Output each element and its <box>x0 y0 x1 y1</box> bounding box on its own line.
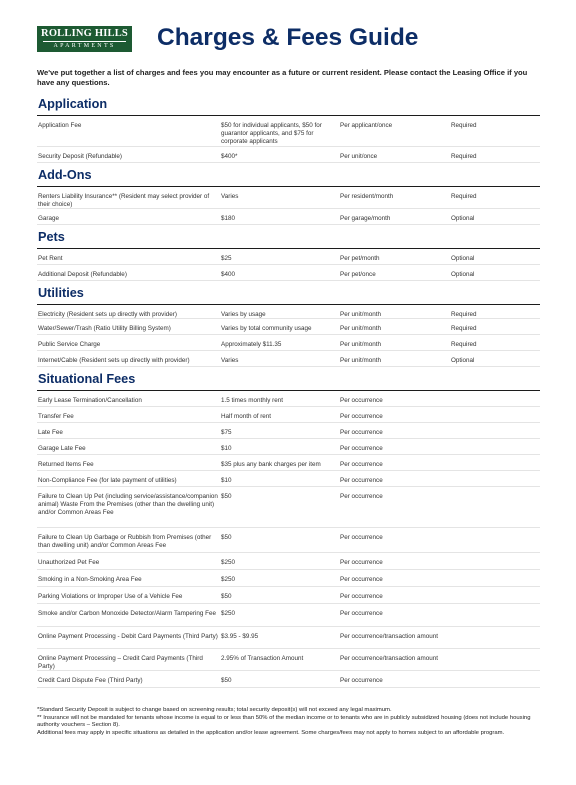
fee-frequency: Per unit/month <box>340 311 381 318</box>
fee-requirement: Required <box>451 153 477 160</box>
page-title: Charges & Fees Guide <box>157 24 419 51</box>
fee-frequency: Per unit/month <box>340 357 381 364</box>
fee-amount: $180 <box>221 215 236 222</box>
section-utilities <box>37 285 540 367</box>
fee-amount: Varies <box>221 357 239 364</box>
fee-row <box>37 305 540 319</box>
fee-amount: Varies <box>221 193 239 200</box>
fee-requirement: Required <box>451 193 477 200</box>
logo-line1: ROLLING HILLS <box>41 28 128 39</box>
fee-amount: $250 <box>221 610 236 617</box>
fee-row <box>37 391 540 407</box>
fee-amount: Approximately $11.35 <box>221 341 282 348</box>
fee-row <box>37 649 540 671</box>
fee-frequency: Per occurrence <box>340 593 383 600</box>
fee-amount: $25 <box>221 255 232 262</box>
fee-frequency: Per occurrence <box>340 559 383 566</box>
fee-amount: $50 <box>221 593 232 600</box>
fee-amount: Varies by total community usage <box>221 325 312 332</box>
fee-amount: $250 <box>221 559 236 566</box>
footnote: ** Insurance will not be mandated for tenants whose income is equal to or less than 50% of the median income or to tenants who are in publicly subsidized housing (does not include housing authority vouchers – Section 8). <box>37 714 531 729</box>
fee-frequency: Per occurrence <box>340 413 383 420</box>
fee-frequency: Per garage/month <box>340 215 391 222</box>
section-heading: Add-Ons <box>37 167 540 187</box>
fee-frequency: Per pet/once <box>340 271 376 278</box>
rolling-hills-logo <box>37 26 132 52</box>
fee-frequency: Per occurrence <box>340 576 383 583</box>
fee-name: Additional Deposit (Refundable) <box>38 271 127 278</box>
fee-name: Transfer Fee <box>38 413 74 420</box>
fee-frequency: Per pet/month <box>340 255 380 262</box>
section-heading: Application <box>37 96 540 116</box>
intro-text: We've put together a list of charges and fees you may encounter as a future or current resident. Please contact the Leasing Office if you have any questions. <box>37 68 528 87</box>
fee-frequency: Per unit/month <box>340 325 381 332</box>
fee-name: Non-Compliance Fee (for late payment of utilities) <box>38 477 177 484</box>
fee-row <box>37 570 540 587</box>
fee-frequency: Per resident/month <box>340 193 394 200</box>
fee-row <box>37 147 540 163</box>
fee-frequency: Per occurrence <box>340 429 383 436</box>
fee-row <box>37 604 540 627</box>
fee-frequency: Per unit/once <box>340 153 378 160</box>
fee-name: Pet Rent <box>38 255 63 262</box>
fee-frequency: Per applicant/once <box>340 122 393 129</box>
fee-amount: 2.95% of Transaction Amount <box>221 655 304 662</box>
fee-frequency: Per occurrence <box>340 397 383 404</box>
fee-frequency: Per occurrence <box>340 534 383 541</box>
fee-row <box>37 627 540 649</box>
fee-requirement: Required <box>451 325 477 332</box>
fee-frequency: Per occurrence <box>340 493 383 500</box>
fee-frequency: Per occurrence <box>340 477 383 484</box>
fee-requirement: Optional <box>451 271 475 278</box>
fee-name: Garage Late Fee <box>38 445 86 452</box>
fee-name: Water/Sewer/Trash (Ratio Utility Billing System) <box>38 325 171 332</box>
fee-frequency: Per occurrence <box>340 461 383 468</box>
fee-amount: 1.5 times monthly rent <box>221 397 283 404</box>
fee-requirement: Required <box>451 311 477 318</box>
fee-name: Parking Violations or Improper Use of a Vehicle Fee <box>38 593 183 600</box>
section-heading: Utilities <box>37 285 540 305</box>
fee-amount: $75 <box>221 429 232 436</box>
footnotes <box>37 707 542 737</box>
fee-name: Online Payment Processing - Debit Card Payments (Third Party) <box>38 633 218 640</box>
section-add-ons <box>37 167 540 225</box>
fee-amount: $50 for individual applicants, $50 for guarantor applicants, and $75 for corporate applicants <box>221 122 322 145</box>
fee-name: Failure to Clean Up Pet (including service/assistance/companion animal) Waste From the Premises (other than the dwelling unit) and/or Common Areas Fee <box>38 493 218 516</box>
fee-amount: $400 <box>221 271 236 278</box>
footnote: *Standard Security Deposit is subject to change based on screening results; total security deposit(s) will not exceed any legal maximum. <box>37 707 392 713</box>
section-pets <box>37 229 540 281</box>
fee-row <box>37 487 540 528</box>
fee-name: Failure to Clean Up Garbage or Rubbish from Premises (other than dwelling unit) and/or Common Areas Fee <box>38 534 212 549</box>
fee-row <box>37 209 540 225</box>
fee-amount: $50 <box>221 677 232 684</box>
fee-amount: $3.95 - $9.95 <box>221 633 259 640</box>
fee-name: Returned Items Fee <box>38 461 94 468</box>
fee-row <box>37 335 540 351</box>
fee-frequency: Per occurrence <box>340 610 383 617</box>
fee-name: Smoke and/or Carbon Monoxide Detector/Alarm Tampering Fee <box>38 610 217 617</box>
fee-frequency: Per occurrence/transaction amount <box>340 633 439 640</box>
fee-amount: $10 <box>221 477 232 484</box>
fee-name: Credit Card Dispute Fee (Third Party) <box>38 677 143 684</box>
fee-row <box>37 423 540 439</box>
fee-amount: $400* <box>221 153 238 160</box>
fee-amount: Varies by usage <box>221 311 266 318</box>
fee-frequency: Per occurrence/transaction amount <box>340 655 439 662</box>
fee-name: Application Fee <box>38 122 82 129</box>
fee-name: Internet/Cable (Resident sets up directly with provider) <box>38 357 190 364</box>
fee-name: Electricity (Resident sets up directly with provider) <box>38 311 177 318</box>
fee-amount: Half month of rent <box>221 413 272 420</box>
footnote: Additional fees may apply in specific situations as detailed in the application and/or lease agreement. Some charges/fees may not apply to homes subject to an affordable program. <box>37 729 505 736</box>
fee-row <box>37 319 540 335</box>
fee-frequency: Per occurrence <box>340 445 383 452</box>
fee-requirement: Required <box>451 122 477 129</box>
fee-amount: $10 <box>221 445 232 452</box>
section-heading: Situational Fees <box>37 371 540 391</box>
fee-name: Security Deposit (Refundable) <box>38 153 122 160</box>
fee-row <box>37 587 540 604</box>
fee-row <box>37 471 540 487</box>
fee-requirement: Optional <box>451 255 475 262</box>
fee-name: Renters Liability Insurance** (Resident may select provider of their choice) <box>38 193 210 208</box>
fee-name: Public Service Charge <box>38 341 101 348</box>
fee-row <box>37 455 540 471</box>
fee-row <box>37 116 540 147</box>
fee-name: Online Payment Processing – Credit Card Payments (Third Party) <box>38 655 203 670</box>
fee-row <box>37 553 540 570</box>
fee-requirement: Optional <box>451 215 475 222</box>
fee-row <box>37 439 540 455</box>
fee-requirement: Required <box>451 341 477 348</box>
fee-row <box>37 351 540 367</box>
fee-frequency: Per unit/month <box>340 341 381 348</box>
fee-amount: $35 plus any bank charges per item <box>221 461 321 468</box>
fee-frequency: Per occurrence <box>340 677 383 684</box>
fee-amount: $50 <box>221 534 232 541</box>
section-situational-fees <box>37 371 540 688</box>
fee-row <box>37 407 540 423</box>
fee-requirement: Optional <box>451 357 475 364</box>
fee-row <box>37 671 540 688</box>
fee-name: Garage <box>38 215 60 222</box>
fee-name: Late Fee <box>38 429 63 436</box>
fee-name: Unauthorized Pet Fee <box>38 559 100 566</box>
logo-line2: APARTMENTS <box>43 41 126 50</box>
section-application <box>37 96 540 163</box>
fee-amount: $50 <box>221 493 232 500</box>
fee-row <box>37 249 540 265</box>
fee-sections <box>37 96 540 688</box>
section-heading: Pets <box>37 229 540 249</box>
fee-row <box>37 265 540 281</box>
fee-row <box>37 187 540 209</box>
fee-name: Smoking in a Non-Smoking Area Fee <box>38 576 142 583</box>
fee-amount: $250 <box>221 576 236 583</box>
fee-row <box>37 528 540 553</box>
fee-name: Early Lease Termination/Cancellation <box>38 397 142 404</box>
